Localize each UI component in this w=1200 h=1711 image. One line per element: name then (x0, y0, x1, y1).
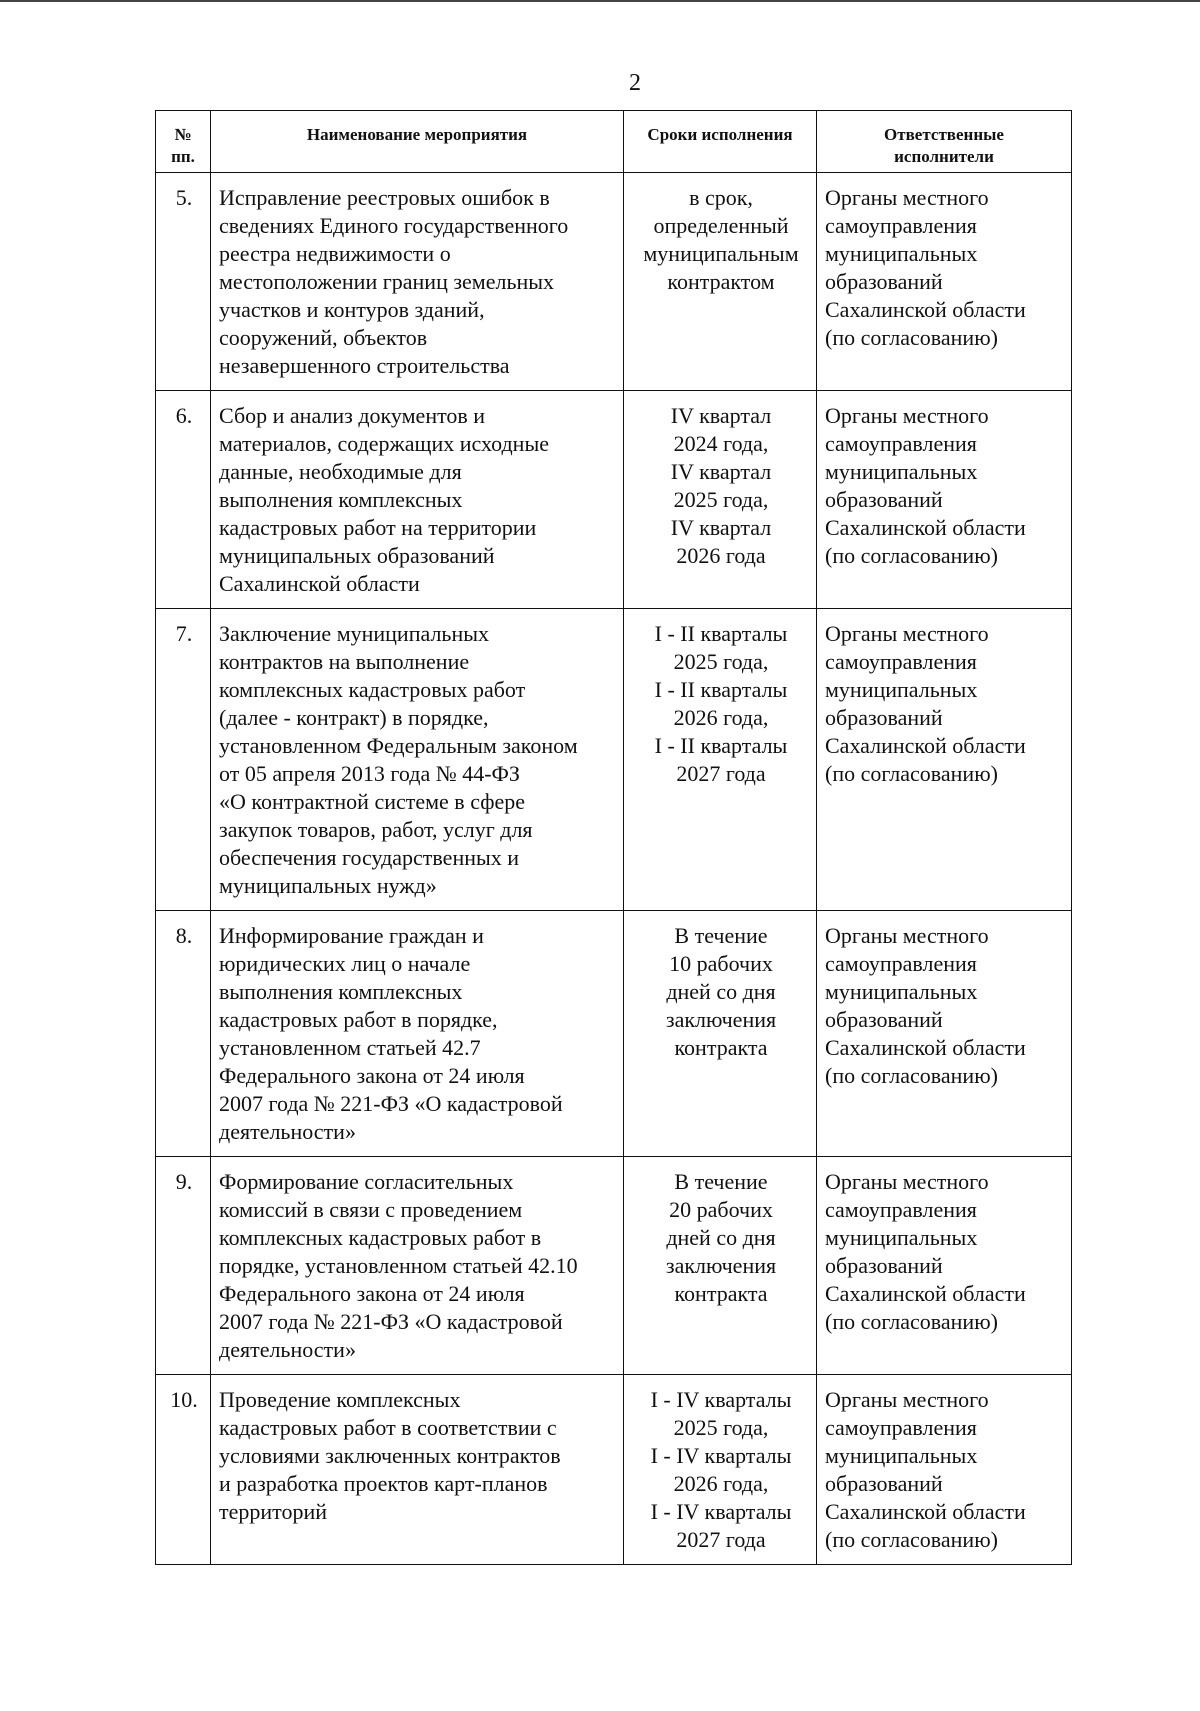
event-name-line: выполнения комплексных (219, 979, 463, 1004)
responsible-line: (по согласованию) (825, 1063, 998, 1088)
deadline-line: 2025 года, (673, 1415, 769, 1440)
event-name-line: деятельности» (219, 1119, 356, 1144)
responsible-line: образований (825, 487, 943, 512)
deadline-line: контракта (674, 1035, 768, 1060)
deadline-line: 2025 года, (673, 487, 769, 512)
table-body (156, 173, 1072, 1565)
event-name-line: Федерального закона от 24 июля (219, 1281, 525, 1306)
event-name-line: материалов, содержащих исходные (219, 431, 549, 456)
event-name-line: Проведение комплексных (219, 1387, 461, 1412)
row-number: 7. (156, 609, 211, 911)
event-name (211, 391, 624, 609)
header-responsible: Ответственные исполнители (817, 111, 1072, 173)
event-name-line: Сахалинской области (219, 571, 420, 596)
responsible-line: муниципальных (825, 459, 978, 484)
event-name-line: обеспечения государственных и (219, 845, 520, 870)
responsible-line: (по согласованию) (825, 325, 998, 350)
event-name-line: реестра недвижимости о (219, 241, 451, 266)
event-name-line: 2007 года № 221-ФЗ «О кадастровой (219, 1309, 563, 1334)
responsible-line: муниципальных (825, 1225, 978, 1250)
header-deadline: Сроки исполнения (624, 111, 817, 173)
responsible-line: Органы местного (825, 185, 989, 210)
row-number: 8. (156, 911, 211, 1157)
responsible-line: (по согласованию) (825, 761, 998, 786)
event-name-line: условиями заключенных контрактов (219, 1443, 561, 1468)
events-table (155, 110, 1072, 1565)
responsible-line: муниципальных (825, 979, 978, 1004)
deadline-line: 2025 года, (673, 649, 769, 674)
event-name-line: кадастровых работ в соответствии с (219, 1415, 557, 1440)
responsible (817, 391, 1072, 609)
deadline-line: 10 рабочих (669, 951, 773, 976)
table-row (156, 1375, 1072, 1565)
deadline-line: IV квартал (670, 403, 772, 428)
responsible (817, 173, 1072, 391)
deadline-line: 2026 года (676, 543, 766, 568)
responsible-line: Сахалинской области (825, 1499, 1026, 1524)
deadline (624, 1375, 817, 1565)
deadline-line: 2026 года, (673, 1471, 769, 1496)
responsible-line: образований (825, 1471, 943, 1496)
deadline-line: I - IV кварталы (650, 1443, 792, 1468)
responsible-line: муниципальных (825, 677, 978, 702)
responsible-line: самоуправления (825, 1415, 977, 1440)
responsible-line: Сахалинской области (825, 733, 1026, 758)
event-name-line: комплексных кадастровых работ в (219, 1225, 542, 1250)
deadline-line: муниципальным (643, 241, 799, 266)
deadline-line: В течение (674, 1169, 768, 1194)
responsible-line: муниципальных (825, 241, 978, 266)
responsible-line: (по согласованию) (825, 543, 998, 568)
deadline-line: дней со дня (666, 979, 776, 1004)
deadline-line: 2027 года (676, 1527, 766, 1552)
event-name-line: муниципальных нужд» (219, 873, 437, 898)
responsible-line: Органы местного (825, 621, 989, 646)
page-number: 2 (629, 70, 641, 96)
responsible-line: образований (825, 1253, 943, 1278)
row-number: 10. (156, 1375, 211, 1565)
row-number: 9. (156, 1157, 211, 1375)
header-event-name: Наименование мероприятия (211, 111, 624, 173)
responsible-line: образований (825, 705, 943, 730)
row-number: 5. (156, 173, 211, 391)
responsible-line: образований (825, 269, 943, 294)
responsible-line: самоуправления (825, 649, 977, 674)
table-row (156, 911, 1072, 1157)
responsible-line: Органы местного (825, 403, 989, 428)
responsible (817, 911, 1072, 1157)
deadline-line: 20 рабочих (669, 1197, 773, 1222)
event-name-line: сооружений, объектов (219, 325, 428, 350)
deadline (624, 911, 817, 1157)
event-name-line: территорий (219, 1499, 328, 1524)
deadline-line: заключения (665, 1007, 777, 1032)
responsible-line: Сахалинской области (825, 1035, 1026, 1060)
responsible (817, 1375, 1072, 1565)
event-name-line: выполнения комплексных (219, 487, 463, 512)
event-name-line: местоположении границ земельных (219, 269, 555, 294)
event-name-line: кадастровых работ в порядке, (219, 1007, 498, 1032)
deadline-line: I - IV кварталы (650, 1499, 792, 1524)
table-row (156, 1157, 1072, 1375)
event-name-line: Исправление реестровых ошибок в (219, 185, 550, 210)
deadline-line: дней со дня (666, 1225, 776, 1250)
deadline-line: определенный (653, 213, 789, 238)
event-name-line: данные, необходимые для (219, 459, 462, 484)
header-number: № пп. (156, 111, 211, 173)
responsible-line: Сахалинской области (825, 515, 1026, 540)
responsible-line: Сахалинской области (825, 297, 1026, 322)
event-name-line: комиссий в связи с проведением (219, 1197, 523, 1222)
deadline (624, 609, 817, 911)
event-name-line: деятельности» (219, 1337, 356, 1362)
deadline-line: I - II кварталы (654, 733, 788, 758)
deadline-line: в срок, (689, 185, 753, 210)
responsible-line: образований (825, 1007, 943, 1032)
event-name-line: и разработка проектов карт-планов (219, 1471, 548, 1496)
event-name-line: 2007 года № 221-ФЗ «О кадастровой (219, 1091, 563, 1116)
responsible (817, 1157, 1072, 1375)
event-name-line: контрактов на выполнение (219, 649, 470, 674)
deadline (624, 173, 817, 391)
event-name-line: участков и контуров зданий, (219, 297, 485, 322)
deadline-line: I - II кварталы (654, 677, 788, 702)
responsible-line: самоуправления (825, 431, 977, 456)
deadline-line: контрактом (667, 269, 775, 294)
deadline-line: контракта (674, 1281, 768, 1306)
responsible-line: Органы местного (825, 1169, 989, 1194)
event-name (211, 1157, 624, 1375)
event-name-line: (далее - контракт) в порядке, (219, 705, 489, 730)
table-row (156, 391, 1072, 609)
deadline-line: 2026 года, (673, 705, 769, 730)
responsible-line: самоуправления (825, 1197, 977, 1222)
event-name-line: Федерального закона от 24 июля (219, 1063, 525, 1088)
deadline-line: IV квартал (670, 459, 772, 484)
event-name-line: установленном Федеральным законом (219, 733, 578, 758)
deadline-line: В течение (674, 923, 768, 948)
responsible-line: муниципальных (825, 1443, 978, 1468)
deadline (624, 1157, 817, 1375)
event-name-line: закупок товаров, работ, услуг для (219, 817, 533, 842)
event-name-line: Информирование граждан и (219, 923, 484, 948)
deadline-line: заключения (665, 1253, 777, 1278)
responsible-line: Органы местного (825, 923, 989, 948)
event-name-line: от 05 апреля 2013 года № 44-ФЗ (219, 761, 520, 786)
deadline (624, 391, 817, 609)
deadline-line: I - IV кварталы (650, 1387, 792, 1412)
responsible-line: самоуправления (825, 951, 977, 976)
deadline-line: 2027 года (676, 761, 766, 786)
event-name-line: Сбор и анализ документов и (219, 403, 486, 428)
responsible-line: самоуправления (825, 213, 977, 238)
event-name-line: юридических лиц о начале (219, 951, 471, 976)
responsible (817, 609, 1072, 911)
event-name-line: Формирование согласительных (219, 1169, 514, 1194)
row-number: 6. (156, 391, 211, 609)
event-name (211, 609, 624, 911)
event-name-line: сведениях Единого государственного (219, 213, 569, 238)
event-name (211, 173, 624, 391)
event-name-line: незавершенного строительства (219, 353, 510, 378)
event-name-line: муниципальных образований (219, 543, 495, 568)
event-name-line: комплексных кадастровых работ (219, 677, 526, 702)
table-header-row (156, 111, 1072, 173)
event-name-line: кадастровых работ на территории (219, 515, 537, 540)
event-name (211, 1375, 624, 1565)
table-row (156, 609, 1072, 911)
responsible-line: Сахалинской области (825, 1281, 1026, 1306)
responsible-line: (по согласованию) (825, 1527, 998, 1552)
event-name (211, 911, 624, 1157)
event-name-line: установленном статьей 42.7 (219, 1035, 481, 1060)
event-name-line: Заключение муниципальных (219, 621, 490, 646)
deadline-line: IV квартал (670, 515, 772, 540)
event-name-line: «О контрактной системе в сфере (219, 789, 526, 814)
deadline-line: I - II кварталы (654, 621, 788, 646)
table-row (156, 173, 1072, 391)
responsible-line: Органы местного (825, 1387, 989, 1412)
responsible-line: (по согласованию) (825, 1309, 998, 1334)
event-name-line: порядке, установленном статьей 42.10 (219, 1253, 578, 1278)
deadline-line: 2024 года, (673, 431, 769, 456)
top-scan-edge (0, 0, 1200, 2)
